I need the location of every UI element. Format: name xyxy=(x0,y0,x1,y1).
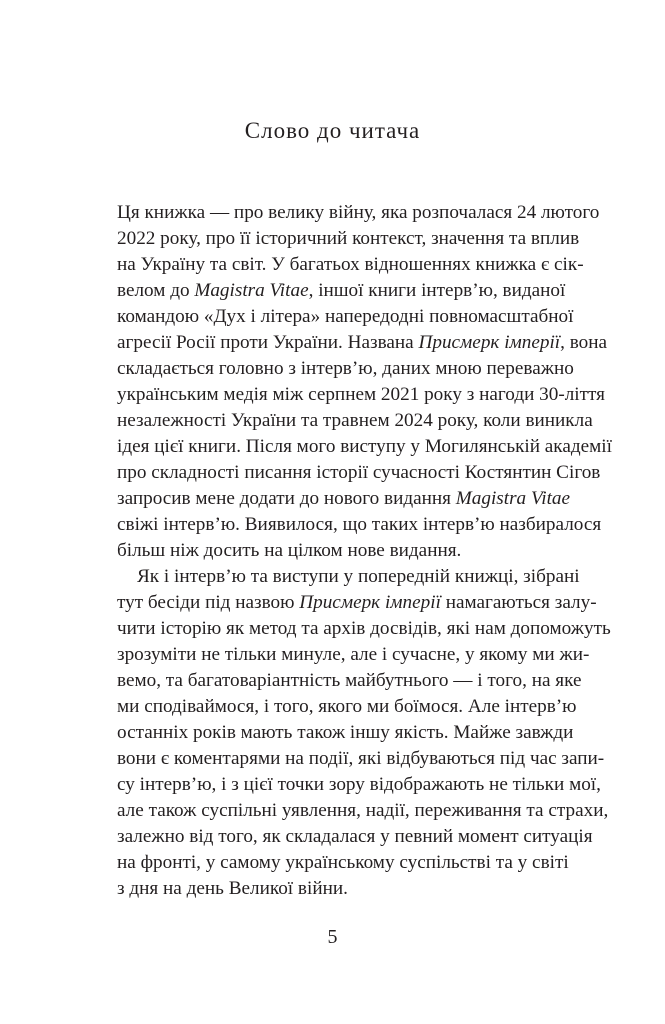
text-line xyxy=(117,356,574,382)
text-segment: свіжі інтерв’ю. Виявилося, що таких інтерв’ю назбиралося xyxy=(117,514,602,535)
italic-title: Magistra Vitae xyxy=(455,488,571,509)
text-line xyxy=(117,382,605,408)
text-segment: су інтерв’ю, і з цієї точки зору відображають не тільки мої, xyxy=(117,774,601,795)
paragraph xyxy=(117,564,611,902)
page-number: 5 xyxy=(327,926,338,948)
text-segment: вемо, та багатоваріантність майбутнього — і того, на яке xyxy=(117,670,582,691)
text-segment: ми сподіваймося, і того, якого ми боїмося. Але інтерв’ю xyxy=(117,696,577,717)
text-line xyxy=(117,746,605,772)
text-line xyxy=(117,668,582,694)
text-segment: незалежності України та травнем 2024 року, коли виникла xyxy=(117,410,593,431)
text-line xyxy=(117,278,566,304)
text-segment: агресії Росії проти України. Названа xyxy=(117,332,419,353)
text-segment: запросив мене додати до нового видання xyxy=(117,488,456,509)
text-line xyxy=(117,876,551,902)
italic-title: Magistra Vitae xyxy=(194,280,309,301)
text-line xyxy=(117,460,601,486)
text-segment: 2022 року, про її історичний контекст, значення та вплив xyxy=(117,228,580,249)
text-line xyxy=(117,798,609,824)
text-line xyxy=(117,590,597,616)
text-line xyxy=(117,226,580,252)
text-segment: але також суспільні уявлення, надії, переживання та страхи, xyxy=(117,800,609,821)
text-segment: зрозуміти не тільки минуле, але і сучасне, у якому ми жи- xyxy=(117,644,590,665)
text-line xyxy=(117,564,580,590)
text-segment: на Україну та світ. У багатьох відношеннях книжка є сік- xyxy=(117,254,584,275)
text-line xyxy=(117,720,574,746)
text-segment: з дня на день Великої війни. xyxy=(117,878,348,899)
text-line xyxy=(117,694,577,720)
text-segment: про складності писання історії сучасності Костянтин Сігов xyxy=(117,462,601,483)
text-line xyxy=(117,850,569,876)
text-line xyxy=(117,330,608,356)
text-segment: вони є коментарями на події, які відбуваються під час запи- xyxy=(117,748,605,769)
body-text xyxy=(117,200,612,902)
text-segment: ідея цієї книги. Після мого виступу у Могилянській академії xyxy=(117,436,612,457)
text-segment: Як і інтерв’ю та виступи у попередній книжці, зібрані xyxy=(137,566,580,587)
text-segment: Ця книжка — про велику війну, яка розпочалася 24 лютого xyxy=(117,202,600,223)
text-line xyxy=(117,408,593,434)
text-segment: залежно від того, як складалася у певний момент ситуація xyxy=(117,826,593,847)
text-line xyxy=(117,304,574,330)
text-segment: , іншої книги інтерв’ю, виданої xyxy=(308,280,566,301)
text-line xyxy=(117,200,600,226)
text-line xyxy=(117,486,571,512)
text-line xyxy=(117,434,612,460)
text-line xyxy=(117,824,593,850)
text-line xyxy=(117,642,590,668)
text-segment: тут бесіди під назвою xyxy=(117,592,300,613)
paragraph xyxy=(117,200,612,564)
text-segment: велом до xyxy=(117,280,195,301)
text-line xyxy=(117,538,551,564)
text-segment: чити історію як метод та архів досвідів, які нам допоможуть xyxy=(117,618,611,639)
text-segment: останніх років мають також іншу якість. Майже завжди xyxy=(117,722,574,743)
text-segment: командою «Дух і літера» напередодні повномасштабної xyxy=(117,306,574,327)
text-segment: складається головно з інтерв’ю, даних мною переважно xyxy=(117,358,574,379)
text-line xyxy=(117,252,584,278)
italic-title: Присмерк імперії xyxy=(418,332,561,353)
chapter-title: Слово до читача xyxy=(244,118,421,143)
text-line xyxy=(117,512,602,538)
text-segment: більш ніж досить на цілком нове видання. xyxy=(117,540,462,561)
text-segment: українським медія між серпнем 2021 року з нагоди 30-ліття xyxy=(117,384,605,405)
text-segment: намагаються залу- xyxy=(440,592,597,613)
text-line xyxy=(117,772,601,798)
text-segment: , вона xyxy=(560,332,608,353)
text-line xyxy=(117,616,611,642)
text-segment: на фронті, у самому українському суспільстві та у світі xyxy=(117,852,569,873)
italic-title: Присмерк імперії xyxy=(299,592,441,613)
